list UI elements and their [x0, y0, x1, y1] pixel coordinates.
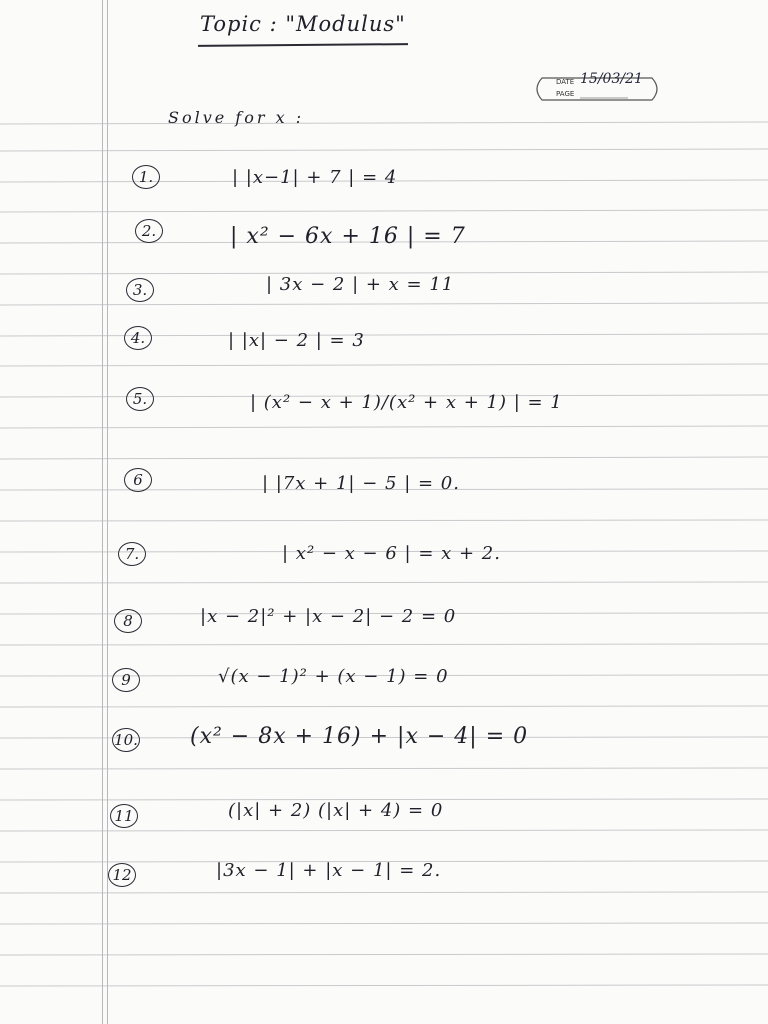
problem-number: 2.	[135, 219, 163, 243]
subtitle: Solve for x :	[168, 108, 305, 127]
problem-expression: | (x² − x + 1)/(x² + x + 1) | = 1	[250, 392, 563, 413]
problem-number: 6	[124, 468, 152, 492]
page-title: Topic : "Modulus"	[200, 12, 406, 36]
problem-expression: (|x| + 2) (|x| + 4) = 0	[228, 800, 444, 821]
problem-expression: | |7x + 1| − 5 | = 0.	[262, 473, 460, 494]
page-label: PAGE	[556, 90, 575, 98]
problem-expression: (x² − 8x + 16) + |x − 4| = 0	[190, 724, 529, 749]
problem-number: 11	[110, 804, 138, 828]
problem-number: 1.	[132, 165, 160, 189]
problem-expression: | x² − x − 6 | = x + 2.	[282, 543, 501, 564]
problem-number: 8	[114, 609, 142, 633]
date-label: DATE	[556, 78, 575, 86]
problem-expression: |x − 2|² + |x − 2| − 2 = 0	[200, 606, 457, 627]
problem-number: 4.	[124, 326, 152, 350]
problem-number: 10.	[112, 728, 140, 752]
problem-expression: | x² − 6x + 16 | = 7	[230, 224, 466, 249]
problem-expression: √(x − 1)² + (x − 1) = 0	[218, 666, 449, 687]
problem-number: 7.	[118, 542, 146, 566]
margin-line	[102, 0, 103, 1024]
problem-number: 12	[108, 863, 136, 887]
date-value: 15/03/21	[580, 71, 643, 87]
problem-expression: | 3x − 2 | + x = 11	[266, 274, 455, 295]
problem-expression: | |x−1| + 7 | = 4	[232, 167, 398, 188]
problem-number: 5.	[126, 387, 154, 411]
problem-expression: | |x| − 2 | = 3	[228, 330, 365, 351]
problem-number: 9	[112, 668, 140, 692]
problem-number: 3.	[126, 278, 154, 302]
problem-expression: |3x − 1| + |x − 1| = 2.	[216, 860, 442, 881]
date-stamp	[528, 72, 666, 106]
